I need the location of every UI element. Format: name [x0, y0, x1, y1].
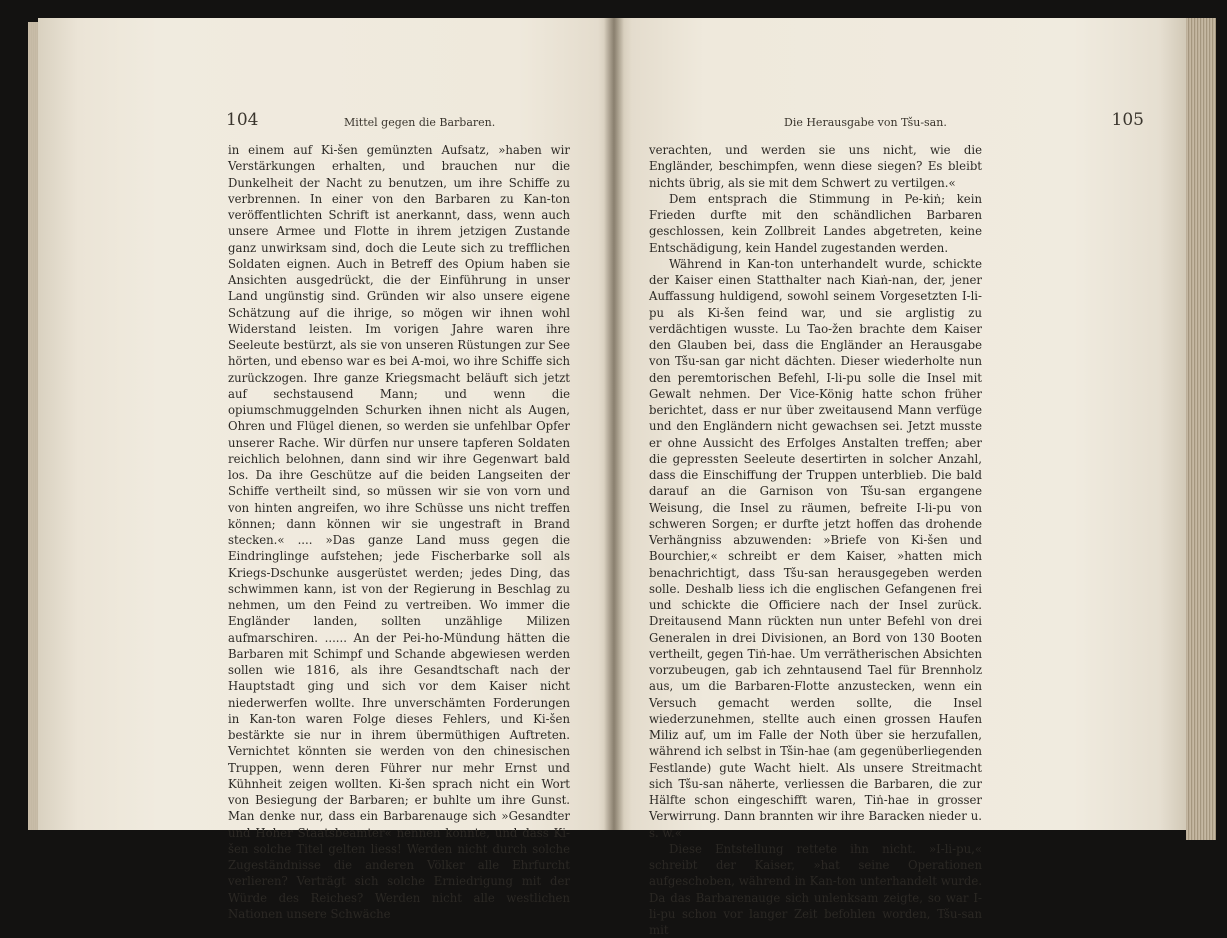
right-page-number: 105 — [1111, 110, 1144, 130]
right-page — [614, 18, 1190, 937]
left-page — [38, 18, 614, 921]
right-page-edges — [1186, 18, 1216, 840]
right-paragraph: Diese Entstellung rettete ihn nicht. »I-li-pu,« schreibt der Kaiser, »hat seine Operationen aufgeschoben, während in Kan-ton unterhandelt wurde. Da das Barbarenauge sich unlenksam zeigte, so war I-li-pu schon vor langer Zeit befohlen worden, Tšu-san mit — [649, 841, 982, 937]
left-running-head — [226, 110, 566, 134]
open-book — [38, 18, 1190, 937]
right-paragraph: Dem entsprach die Stimmung in Pe-kiṅ; kein Frieden durfte mit den schändlichen Barbaren geschlossen, kein Zollbreit Landes abgetreten, keine Entschädigung, kein Handel zugestanden werden. — [649, 191, 982, 255]
right-running-head — [784, 110, 1144, 134]
book-gutter — [604, 18, 624, 830]
left-running-title: Mittel gegen die Barbaren. — [344, 116, 496, 129]
right-text-block — [649, 142, 982, 938]
right-paragraph: verachten, und werden sie uns nicht, wie die Engländer, beschimpfen, wenn diese siegen? Es bleibt nichts übrig, als sie mit dem Schwert zu vertilgen.« — [649, 143, 982, 190]
left-page-number: 104 — [226, 110, 259, 130]
right-running-title: Die Herausgabe von Tšu-san. — [784, 116, 947, 129]
left-paragraph: in einem auf Ki-šen gemünzten Aufsatz, »haben wir Verstärkungen erhalten, und brauchen nur die Dunkelheit der Nacht zu benutzen, um ihre Schiffe zu verbrennen. In einer von den Barbaren zu Kan-ton veröffentlichten Schrift ist anerkannt, dass, wenn auch unsere Armee und Flotte in ihrem jetzigen Zustande ganz unwirksam sind, doch die Leute sich zu trefflichen Soldaten eignen. Auch in Betreff des Opium haben sie Ansichten ausgedrückt, die der Einführung in unser Land ungünstig sind. Gründen wir also unsere eigene Schätzung auf die ihrige, so mögen wir ihnen wohl Widerstand leisten. Im vorigen Jahre waren ihre Seeleute bestürzt, als sie von unseren Rüstungen zur See hörten, und ebenso war es bei A-moi, wo ihre Schiffe sich zurückzogen. Ihre ganze Kriegsmacht beläuft sich jetzt auf sechstausend Mann; und wenn die opiumschmuggelnden Schurken ihnen nicht als Augen, Ohren und Flügel dienen, so werden sie unfehlbar Opfer unserer Rache. Wir dürfen nur unsere tapferen Soldaten reichlich belohnen, dann sind wir ihre Gegenwart bald los. Da ihre Geschütze auf die beiden Langseiten der Schiffe vertheilt sind, so müssen wir sie von vorn und von hinten angreifen, wo ihre Schüsse uns nicht treffen können; dann können wir sie ungestraft in Brand stecken.« .... »Das ganze Land muss gegen die Eindringlinge aufstehen; jede Fischerbarke soll als Kriegs-Dschunke ausgerüstet werden; jedes Ding, das schwimmen kann, ist von der Regierung in Beschlag zu nehmen, um den Feind zu vertreiben. Wo immer die Engländer landen, sollten unzählige Milizen aufmarschiren. ...... An der Pei-ho-Mündung hätten die Barbaren mit Schimpf und Schande abgewiesen werden sollen wie 1816, als ihre Gesandtschaft nach der Hauptstadt ging und sich vor dem Kaiser nicht niederwerfen wollte. Ihre unverschämten Forderungen in Kan-ton waren Folge dieses Fehlers, und Ki-šen bestärkte sie nur in ihrem übermüthigen Auftreten. Vernichtet könnten sie werden von den chinesischen Truppen, wenn deren Führer nur mehr Ernst und Kühnheit zeigen wollten. Ki-šen sprach nicht ein Wort von Besiegung der Barbaren; er buhlte um ihre Gunst. Man denke nur, dass ein Barbarenauge sich »Gesandter und Hoher Staatsbeamter« nennen konnte, und dass Ki-šen solche Titel gelten liess! Werden nicht durch solche Zugeständnisse die anderen Völker alle Ehrfurcht verlieren? Verträgt sich solche Erniedrigung mit der Würde des Reiches? Werden nicht alle westlichen Nationen unsere Schwäche — [228, 143, 570, 921]
right-paragraph: Während in Kan-ton unterhandelt wurde, schickte der Kaiser einen Statthalter nach Kiaṅ-nan, der, jener Auffassung huldigend, sowohl seinem Vorgesetzten I-li-pu als Ki-šen feind war, und sie arglistig zu verdächtigen wusste. Lu Tao-žen brachte dem Kaiser den Glauben bei, dass die Engländer an Herausgabe von Tšu-san gar nicht dächten. Dieser wiederholte nun den peremtorischen Befehl, I-li-pu solle die Insel mit Gewalt nehmen. Der Vice-König hatte schon früher berichtet, dass er nur über zweitausend Mann verfüge und den Engländern nicht gewachsen sei. Jetzt musste er ohne Aussicht des Erfolges Anstalten treffen; aber die gepressten Seeleute desertirten in solcher Anzahl, dass die Einschiffung der Truppen unterblieb. Die bald darauf an die Garnison von Tšu-san ergangene Weisung, die Insel zu räumen, befreite I-li-pu von schweren Sorgen; er durfte jetzt hoffen das drohende Verhängniss abzuwenden: »Briefe von Ki-šen und Bourchier,« schreibt er dem Kaiser, »hatten mich benachrichtigt, dass Tšu-san herausgegeben werden solle. Deshalb liess ich die englischen Gefangenen frei und schickte die Officiere nach der Insel zurück. Dreitausend Mann rückten nun unter Befehl von drei Generalen in drei Divisionen, an Bord von 130 Booten vertheilt, gegen Tiṅ-hae. Um verrätherischen Absichten vorzubeugen, gab ich zehntausend Tael für Brennholz aus, um die Barbaren-Flotte anzustecken, wenn ein Versuch gemacht werden sollte, die Insel wiederzunehmen, stellte auch einen grossen Haufen Miliz auf, um im Falle der Noth über sie herzufallen, während ich selbst in Tšin-hae (am gegenüberliegenden Festlande) gute Wacht hielt. Als unsere Streitmacht sich Tšu-san näherte, verliessen die Barbaren, die zur Hälfte schon eingeschifft waren, Tiṅ-hae in grosser Verwirrung. Dann brannten wir ihre Baracken nieder u. s. w.« — [649, 256, 982, 840]
left-text-block — [228, 142, 570, 922]
